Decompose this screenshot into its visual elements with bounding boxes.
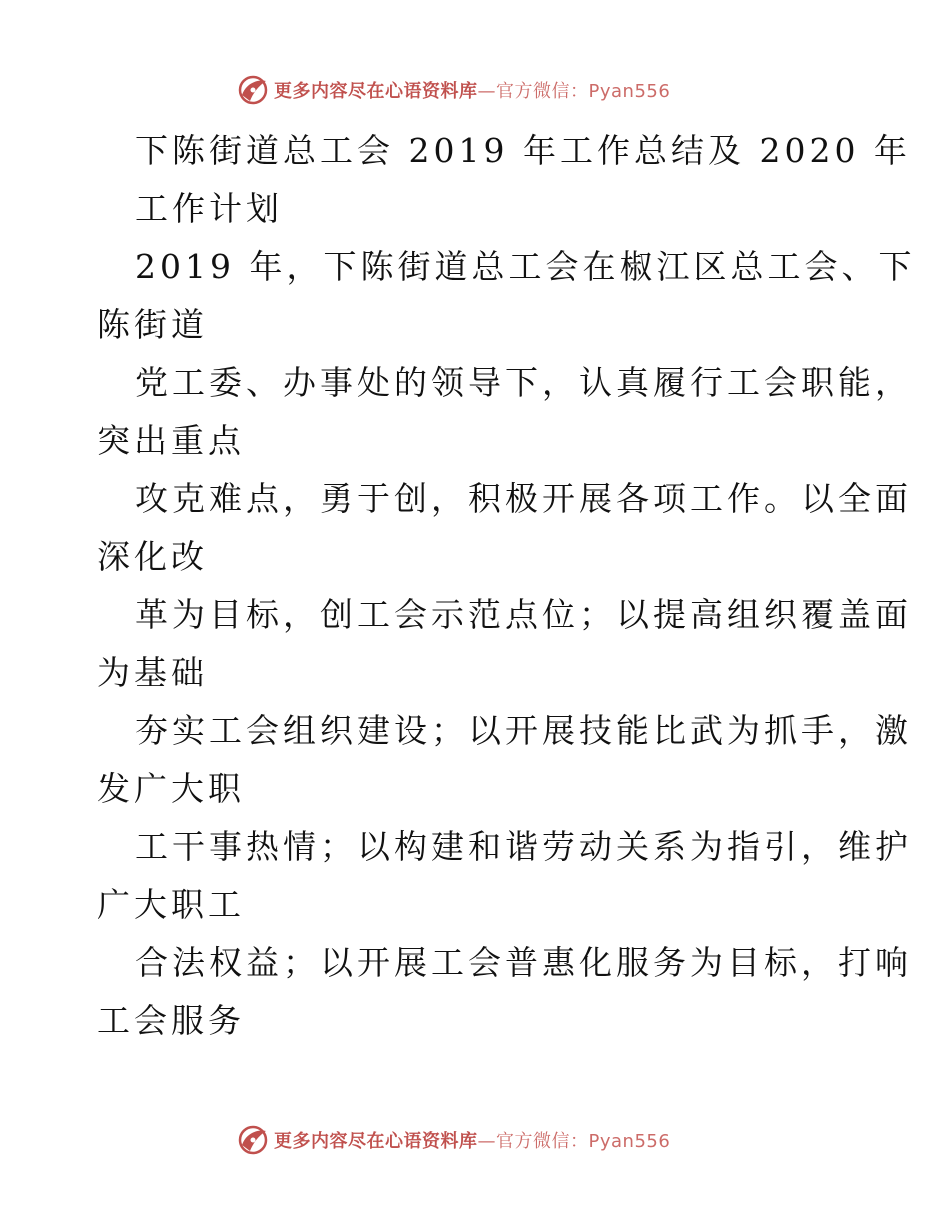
watermark-text [274, 77, 670, 103]
document-title-line-1: 下陈街道总工会 2019 年工作总结及 2020 年 [135, 131, 911, 170]
watermark-brand: 更多内容尽在心语资料库 [274, 1131, 478, 1152]
paragraph-line: 突出重点 [97, 421, 245, 460]
watermark-dash: — [477, 1131, 496, 1152]
document-body [97, 122, 916, 1050]
paragraph-line: 2019 年，下陈街道总工会在椒江区总工会、下 [135, 247, 916, 286]
paragraph-line: 为基础 [97, 653, 208, 692]
paragraph-line: 深化改 [97, 537, 208, 576]
watermark-brand: 更多内容尽在心语资料库 [274, 81, 478, 102]
paragraph-line: 陈街道 [97, 305, 208, 344]
paragraph-line: 广大职工 [97, 885, 245, 924]
watermark-wechat-label: 官方微信： [496, 1131, 589, 1152]
header-watermark [236, 73, 670, 107]
paragraph-line: 工干事热情；以构建和谐劳动关系为指引，维护 [135, 827, 912, 866]
paragraph-line: 攻克难点，勇于创，积极开展各项工作。以全面 [135, 479, 912, 518]
footer-watermark [236, 1123, 670, 1157]
paragraph-line: 夯实工会组织建设；以开展技能比武为抓手，激 [135, 711, 912, 750]
watermark-wechat-id: Pyan556 [588, 81, 671, 102]
pen-nib-logo-icon [236, 1123, 270, 1157]
paragraph-line: 革为目标，创工会示范点位；以提高组织覆盖面 [135, 595, 912, 634]
paragraph-line: 发广大职 [97, 769, 245, 808]
watermark-wechat-id: Pyan556 [588, 1131, 671, 1152]
watermark-wechat-label: 官方微信： [496, 81, 589, 102]
document-title-line-2: 工作计划 [135, 189, 283, 228]
watermark-dash: — [477, 81, 496, 102]
watermark-text [274, 1127, 670, 1153]
paragraph-line: 合法权益；以开展工会普惠化服务为目标，打响 [135, 943, 912, 982]
paragraph-line: 工会服务 [97, 1001, 245, 1040]
paragraph-line: 党工委、办事处的领导下，认真履行工会职能， [135, 363, 912, 402]
pen-nib-logo-icon [236, 73, 270, 107]
